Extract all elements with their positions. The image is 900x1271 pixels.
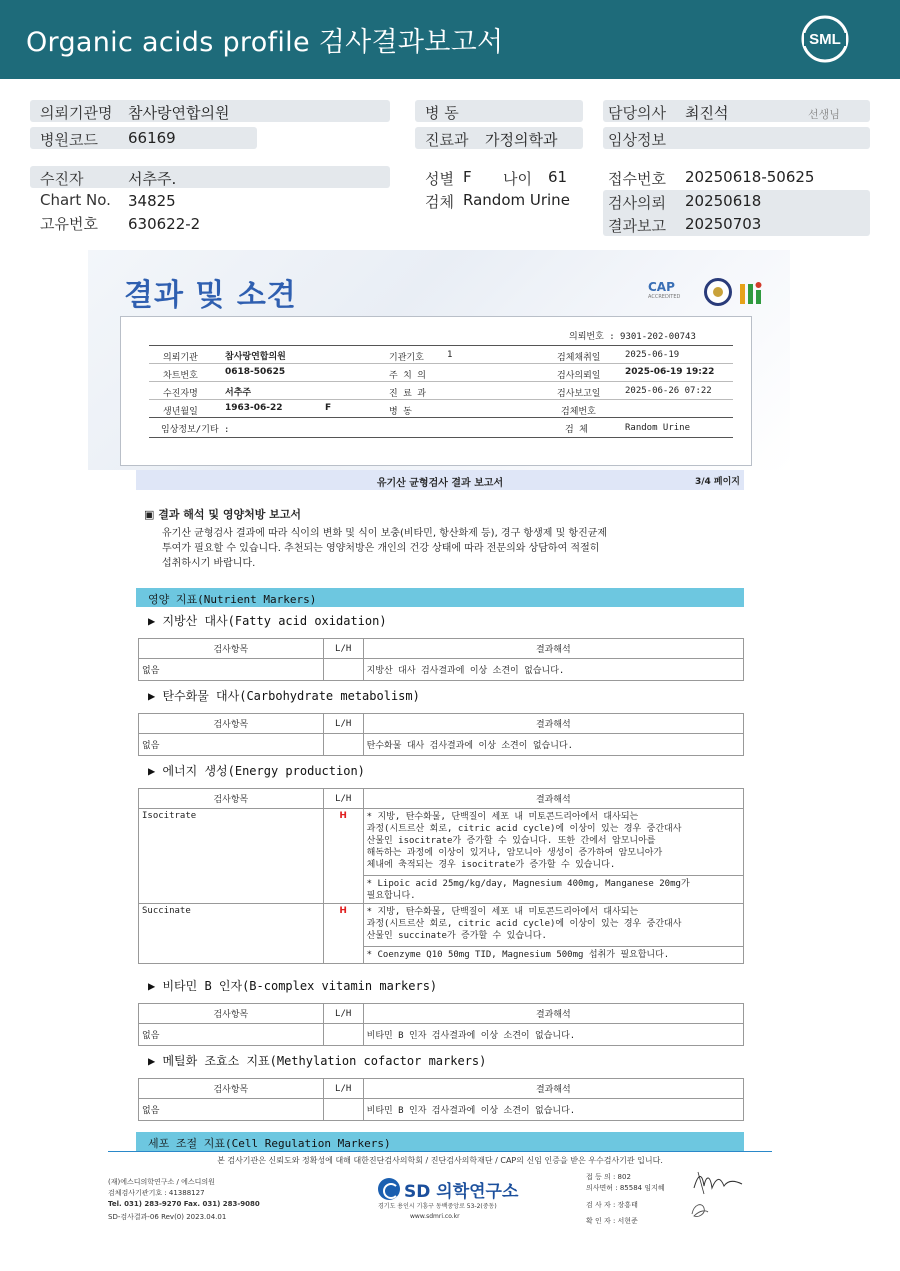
info-label: 생년월일	[163, 407, 198, 417]
divider	[149, 417, 733, 418]
institution-value: 참사랑연합의원	[128, 104, 230, 122]
info-label: 검체채취일	[557, 353, 601, 363]
svg-text:SML: SML	[809, 31, 841, 48]
lab-website: www.sdmri.co.kr	[410, 1213, 460, 1220]
section-carbohydrate: ▶ 탄수화물 대사(Carbohydrate metabolism)	[148, 689, 420, 703]
table-row	[139, 1099, 744, 1121]
section-energy: ▶ 에너지 생성(Energy production)	[148, 764, 365, 778]
info-label: 기관기호	[389, 353, 424, 363]
interpretation-heading: ▣ 결과 해석 및 영양처방 보고서	[144, 508, 302, 521]
section-fatty-acid: ▶ 지방산 대사(Fatty acid oxidation)	[148, 614, 387, 628]
interpretation-line: 투여가 필요할 수 있습니다. 추천되는 영양처방은 개인의 건강 상태에 따라 전문의와 상담하여 적절히	[162, 543, 600, 554]
interp-cell: 비타민 B 인자 검사결과에 이상 소견이 없습니다.	[363, 1024, 743, 1046]
lab-address: 경기도 용인시 기흥구 동백중앙로 53-2(중동)	[378, 1203, 497, 1210]
sex-value: F	[463, 168, 472, 186]
report-title: Organic acids profile 검사결과보고서	[26, 27, 504, 58]
signer-line: 검 사 자 : 장흥태	[586, 1201, 638, 1209]
item-cell: Succinate	[139, 904, 324, 964]
report-date-value: 20250703	[685, 215, 762, 233]
signer-line: 확 인 자 : 서현준	[586, 1217, 638, 1225]
doctor-label: 담당의사	[608, 104, 666, 122]
lab-name: (재)에스디의학연구소 / 에스디의원	[108, 1178, 215, 1186]
table-row	[139, 659, 744, 681]
ward-label: 병 동	[425, 104, 459, 122]
item-cell: 없음	[139, 1024, 324, 1046]
request-value: 20250618	[685, 192, 762, 210]
accreditation-seal-icon	[704, 278, 732, 306]
interpretation-line: 유기산 균형검사 결과에 따라 식이의 변화 및 식이 보충(비타민, 항산화제 등), 경구 항생제 및 항진균제	[162, 528, 608, 539]
col-item: 검사항목	[139, 1079, 324, 1099]
interp-cell	[363, 809, 743, 904]
chart-label: Chart No.	[40, 191, 111, 209]
clinical-label: 임상정보	[608, 131, 666, 149]
results-heading: 결과 및 소견	[124, 278, 297, 313]
table-header-row	[139, 1079, 744, 1099]
col-lh: L/H	[323, 1079, 363, 1099]
interp-cell	[363, 904, 743, 964]
col-item: 검사항목	[139, 789, 324, 809]
institution-label: 의뢰기관명	[40, 104, 113, 122]
lh-cell	[323, 734, 363, 756]
col-lh: L/H	[323, 789, 363, 809]
info-label: 진 료 과	[389, 389, 426, 399]
age-value: 61	[548, 168, 568, 186]
table-header-row	[139, 714, 744, 734]
col-interp: 결과해석	[363, 1079, 743, 1099]
info-value: 참사랑연합의원	[225, 352, 286, 362]
form-revision: SD-검사결과-06 Rev(0) 2023.04.01	[108, 1213, 227, 1221]
info-value: 2025-06-19 19:22	[625, 367, 715, 377]
interp-cell: 지방산 대사 검사결과에 이상 소견이 없습니다.	[363, 659, 743, 681]
info-label: 임상정보/기타 :	[161, 425, 230, 435]
certification-mark-icon	[738, 280, 764, 306]
category-title: 영양 지표(Nutrient Markers)	[148, 593, 317, 606]
info-label: 검사의뢰일	[557, 371, 601, 381]
request-label: 검사의뢰	[608, 194, 666, 212]
divider	[149, 345, 733, 346]
report-title-bar	[136, 470, 744, 490]
section-vitamin-b: ▶ 비타민 B 인자(B-complex vitamin markers)	[148, 979, 438, 993]
info-label: 의뢰기관	[163, 353, 198, 363]
dept-value: 가정의학과	[485, 131, 558, 149]
col-lh: L/H	[323, 639, 363, 659]
info-label: 검 체	[565, 425, 588, 435]
interpretation-line: 섭취하시기 바랍니다.	[162, 558, 256, 569]
col-interp: 결과해석	[363, 714, 743, 734]
info-value: F	[325, 403, 332, 413]
col-item: 검사항목	[139, 639, 324, 659]
item-cell: 없음	[139, 659, 324, 681]
signer-line: 접 등 의 : 802	[586, 1173, 631, 1181]
info-label: 수진자명	[163, 389, 198, 399]
lh-cell	[323, 1024, 363, 1046]
request-number: 의뢰번호 : 9301-202-00743	[569, 332, 696, 342]
report-date-label: 결과보고	[608, 217, 666, 235]
receipt-label: 접수번호	[608, 170, 666, 188]
header-bar	[30, 166, 390, 188]
table-row	[139, 904, 744, 964]
interp-text: * 지방, 탄수화물, 단백질이 세포 내 미토콘드리아에서 대사되는 과정(시트르산 회로, citric acid cycle)에 이상이 있는 경우 중간대사 산물인 isocitrate가 증가할 수 있습니다. 또한 간에서 암모니아를 해독하는 과정에 이상이 있거나, 암모니아 생성이 증가하여 암모니아가 체내에 축적되는 경우 isocitrate가 증가할 수 있습니다.	[366, 812, 682, 870]
divider	[149, 437, 733, 438]
energy-table	[138, 788, 744, 964]
cap-subtext: ACCREDITED	[648, 294, 681, 300]
col-lh: L/H	[323, 1004, 363, 1024]
info-label: 병 동	[389, 407, 412, 417]
sd-logo-icon	[378, 1178, 400, 1200]
info-label: 검체번호	[561, 407, 596, 417]
info-value: 1963-06-22	[225, 403, 283, 413]
sex-label: 성별	[425, 170, 454, 188]
lab-code: 검체검사기관기호 : 41388127	[108, 1189, 205, 1197]
dept-label: 진료과	[425, 131, 469, 149]
lh-flag-high: H	[323, 809, 363, 904]
patient-value: 서추주.	[128, 170, 177, 188]
info-label: 차트번호	[163, 371, 198, 381]
prescription-text: * Coenzyme Q10 50mg TID, Magnesium 500mg 섭취가 필요합니다.	[364, 946, 743, 963]
info-value: 서추주	[225, 388, 252, 398]
examiner-signature-icon	[688, 1200, 710, 1220]
top-banner	[0, 0, 900, 79]
report-sheet	[88, 250, 790, 1250]
cap-logo	[648, 280, 680, 300]
info-value: 2025-06-26 07:22	[625, 386, 712, 396]
hospital-code-value: 66169	[128, 129, 176, 147]
item-cell: 없음	[139, 1099, 324, 1121]
item-cell: 없음	[139, 734, 324, 756]
col-item: 검사항목	[139, 1004, 324, 1024]
table-header-row	[139, 789, 744, 809]
unique-value: 630622-2	[128, 215, 201, 233]
info-value: 0618-50625	[225, 367, 286, 377]
lh-cell	[323, 659, 363, 681]
col-interp: 결과해석	[363, 1004, 743, 1024]
prescription-text: * Lipoic acid 25mg/kg/day, Magnesium 400mg, Manganese 20mg가 필요합니다.	[364, 875, 743, 903]
interp-cell: 탄수화물 대사 검사결과에 이상 소견이 없습니다.	[363, 734, 743, 756]
sml-logo-icon	[800, 14, 850, 64]
interp-text: * 지방, 탄수화물, 단백질이 세포 내 미토콘드리아에서 대사되는 과정(시트르산 회로, citric acid cycle)에 이상이 있는 경우 중간대사 산물인 succinate가 증가할 수 있습니다.	[366, 907, 682, 941]
section-methylation: ▶ 메틸화 조효소 지표(Methylation cofactor markers)	[148, 1054, 487, 1068]
col-interp: 결과해석	[363, 639, 743, 659]
fatty-acid-table	[138, 638, 744, 681]
receipt-value: 20250618-50625	[685, 168, 815, 186]
lh-flag-high: H	[323, 904, 363, 964]
request-info-box	[120, 316, 752, 466]
vitamin-b-table	[138, 1003, 744, 1046]
hospital-code-label: 병원코드	[40, 131, 98, 149]
signer-line: 의사면허 : 85584 임지혜	[586, 1184, 665, 1192]
category-bar-nutrient	[136, 588, 744, 607]
divider	[149, 381, 733, 382]
info-label: 검사보고일	[557, 389, 601, 399]
table-header-row	[139, 1004, 744, 1024]
unique-label: 고유번호	[40, 215, 98, 233]
specimen-label: 검체	[425, 193, 454, 211]
lh-cell	[323, 1099, 363, 1121]
table-header-row	[139, 639, 744, 659]
lab-contact: Tel. 031) 283-9270 Fax. 031) 283-9080	[108, 1200, 260, 1208]
specimen-value: Random Urine	[463, 191, 570, 209]
table-row	[139, 1024, 744, 1046]
divider	[149, 363, 733, 364]
methylation-table	[138, 1078, 744, 1121]
category-bar-cell-regulation	[136, 1132, 744, 1151]
footer-rule	[108, 1151, 772, 1152]
item-cell: Isocitrate	[139, 809, 324, 904]
accreditation-note: 본 검사기관은 신뢰도와 정확성에 대해 대한진단검사의학회 / 진단검사의학재단 / CAP의 신임 인증을 받은 우수검사기관 입니다.	[217, 1156, 663, 1165]
brand-name: SD 의학연구소	[404, 1182, 519, 1202]
doctor-suffix: 선생님	[808, 108, 840, 121]
carbohydrate-table	[138, 713, 744, 756]
page-indicator: 3/4 페이지	[694, 477, 740, 487]
category-title: 세포 조절 지표(Cell Regulation Markers)	[148, 1137, 391, 1150]
info-value: 2025-06-19	[625, 350, 680, 360]
age-label: 나이	[503, 170, 532, 188]
cap-text: CAP	[648, 280, 675, 294]
col-lh: L/H	[323, 714, 363, 734]
report-bar-title: 유기산 균형검사 결과 보고서	[376, 478, 504, 489]
patient-label: 수진자	[40, 170, 84, 188]
info-value: Random Urine	[625, 423, 691, 433]
table-row	[139, 734, 744, 756]
divider	[149, 399, 733, 400]
doctor-value: 최진석	[685, 104, 729, 122]
info-value: 1	[447, 350, 453, 360]
table-row	[139, 809, 744, 904]
doctor-signature-icon	[690, 1168, 745, 1196]
col-item: 검사항목	[139, 714, 324, 734]
interp-cell: 비타민 B 인자 검사결과에 이상 소견이 없습니다.	[363, 1099, 743, 1121]
chart-value: 34825	[128, 192, 176, 210]
col-interp: 결과해석	[363, 789, 743, 809]
info-label: 주 치 의	[389, 371, 426, 381]
